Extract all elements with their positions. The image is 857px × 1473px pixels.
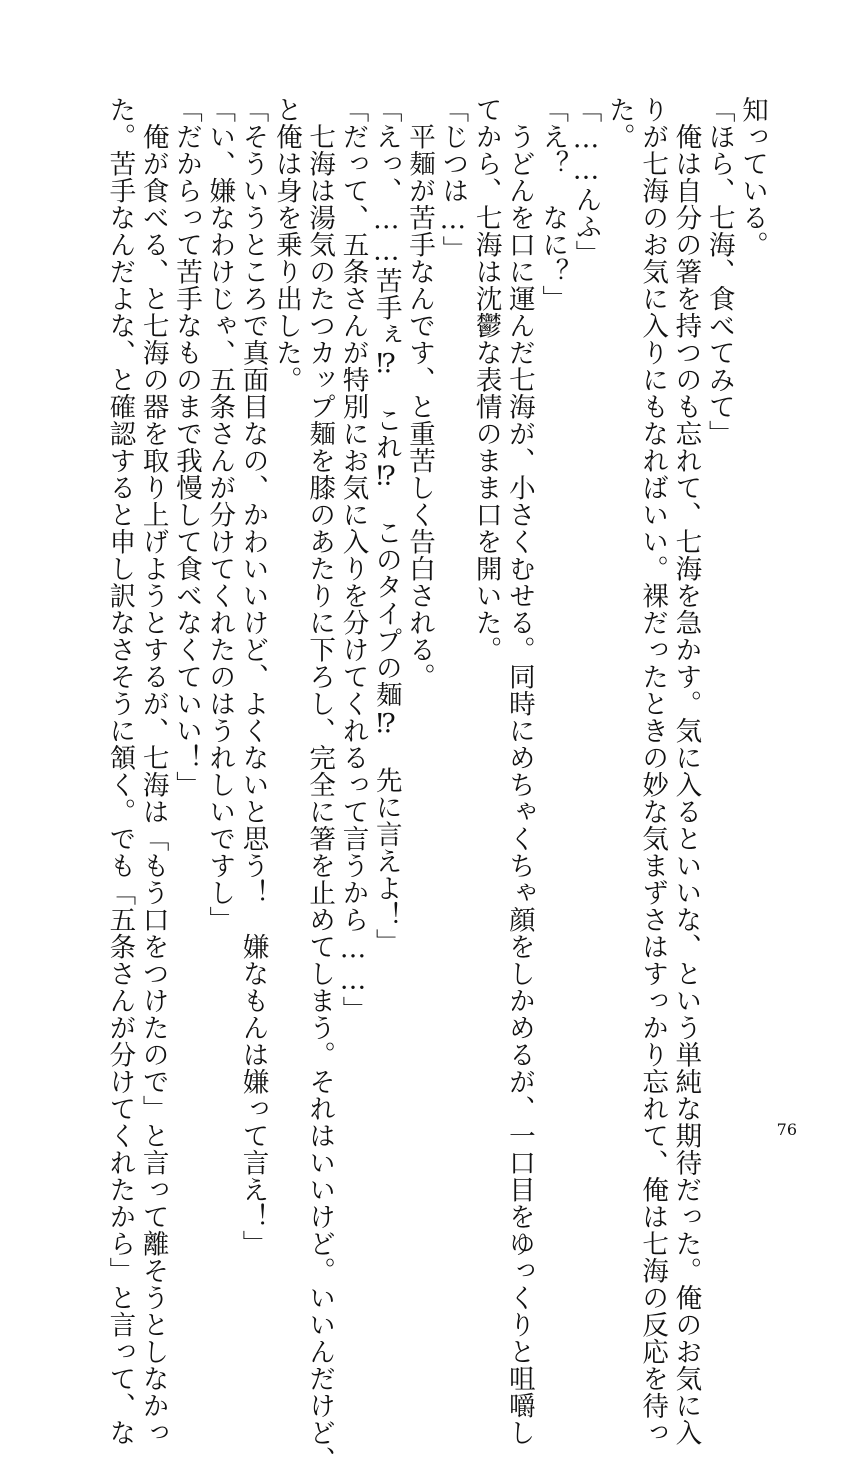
text-line: てから、七海は沈鬱な表情のまま口を開いた。 bbox=[470, 96, 502, 663]
text-line: と俺は身を乗り出した。 bbox=[270, 96, 302, 393]
text-line: りが七海のお気に入りにもなればいい。裸だったときの妙な気まずさはすっかり忘れて、俺は七海の反応を待っ bbox=[637, 96, 669, 1446]
vertical-text-body bbox=[79, 96, 769, 1473]
text-line: 「そういうところで真面目なの、かわいいけど、よくないと思う！ 嫌なもんは嫌って言え！」 bbox=[237, 96, 269, 1257]
text-line: 俺が食べる、と七海の器を取り上げようとするが、七海は「もう口をつけたので」と言って離そうとしなかっ bbox=[137, 96, 169, 1446]
text-line: 知っている。 bbox=[737, 96, 768, 258]
text-line: 俺は自分の箸を持つのも忘れて、七海を急かす。気に入るといいな、という単純な期待だった。俺のお気に入 bbox=[670, 96, 702, 1446]
text-line: 「……んふ」 bbox=[570, 96, 602, 267]
text-line: 「だからって苦手なものまで我慢して食べなくていい！」 bbox=[170, 96, 202, 798]
text-line: 「え？ なに？」 bbox=[537, 96, 569, 312]
text-line: た。 bbox=[603, 96, 635, 150]
text-line: 七海は湯気のたつカップ麺を膝のあたりに下ろし、完全に箸を止めてしまう。それはいいけど。いいんだけど、 bbox=[304, 96, 336, 1473]
text-line: 「だって、五条さんが特別にお気に入りを分けてくれるって言うから……」 bbox=[337, 96, 369, 1023]
text-line: た。苦手なんだよな、と確認すると申し訳なさそうに頷く。でも「五条さんが分けてくれたから」と言って、な bbox=[104, 96, 136, 1446]
page-number: 76 bbox=[776, 1120, 797, 1139]
text-line: 「えっ、……苦手ぇ⁉ これ⁉ このタイプの麺⁉ 先に言えよ！」 bbox=[370, 96, 402, 956]
text-line: うどんを口に運んだ七海が、小さくむせる。同時にめちゃくちゃ顔をしかめるが、一口目をゆっくりと咀嚼し bbox=[503, 96, 535, 1446]
text-line: 平麺が苦手なんです、と重苦しく告白される。 bbox=[404, 96, 436, 690]
text-line: 「い、嫌なわけじゃ、五条さんが分けてくれたのはうれしいですし」 bbox=[204, 96, 236, 933]
text-line: 「ほら、七海、食べてみて」 bbox=[703, 96, 735, 447]
text-line: 「じつは…」 bbox=[437, 96, 469, 263]
